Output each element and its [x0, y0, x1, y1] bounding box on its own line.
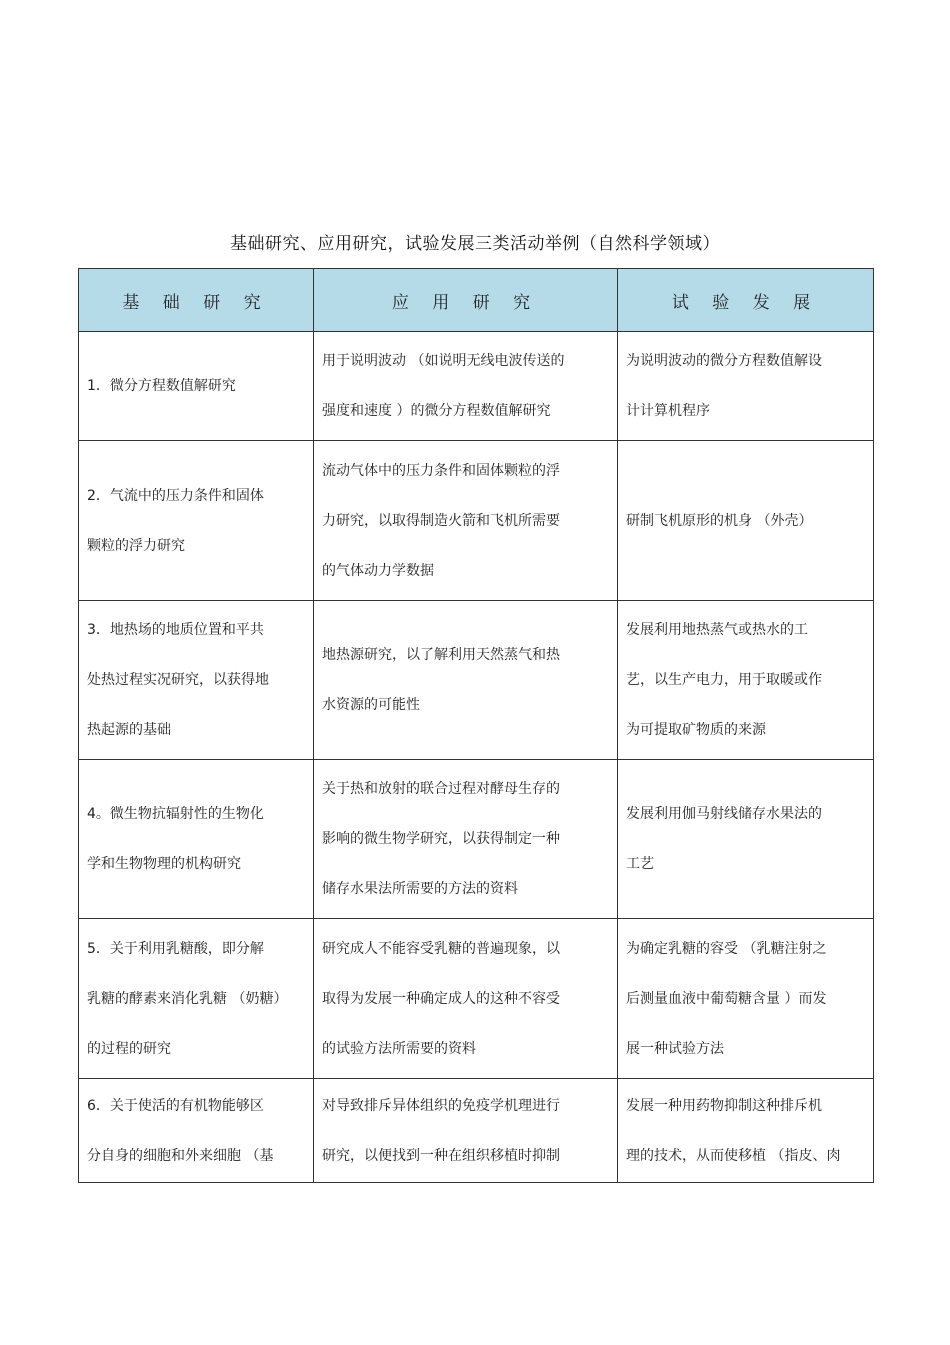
header-basic-research: 基 础 研 究	[79, 269, 314, 332]
table-cell: 流动气体中的压力条件和固体颗粒的浮 力研究，以取得制造火箭和飞机所需要 的气体动力学数据	[314, 441, 618, 601]
table-cell: 用于说明波动 （如说明无线电波传送的 强度和速度 ）的微分方程数值解研究	[314, 332, 618, 441]
table-cell: 2．气流中的压力条件和固体 颗粒的浮力研究	[79, 441, 314, 601]
table-row	[79, 601, 874, 760]
table-row	[79, 332, 874, 441]
table-cell: 对导致排斥异体组织的免疫学机理进行 研究，以便找到一种在组织移植时抑制	[314, 1079, 618, 1183]
table-header-row	[79, 269, 874, 332]
table-row	[79, 441, 874, 601]
table-cell: 为说明波动的微分方程数值解设 计计算机程序	[618, 332, 874, 441]
document-title: 基础研究、应用研究，试验发展三类活动举例（自然科学领域）	[230, 234, 720, 254]
header-experimental-development: 试 验 发 展	[618, 269, 874, 332]
table-cell: 研究成人不能容受乳糖的普遍现象，以 取得为发展一种确定成人的这种不容受 的试验方法所需要的资料	[314, 919, 618, 1079]
table-cell: 发展利用伽马射线储存水果法的 工艺	[618, 760, 874, 919]
table-row	[79, 919, 874, 1079]
header-applied-research: 应 用 研 究	[314, 269, 618, 332]
table-cell: 发展一种用药物抑制这种排斥机 理的技术，从而使移植 （指皮、肉	[618, 1079, 874, 1183]
table-row	[79, 760, 874, 919]
activity-table	[78, 268, 874, 1183]
table-cell: 6．关于使活的有机物能够区 分自身的细胞和外来细胞 （基	[79, 1079, 314, 1183]
table-cell: 研制飞机原形的机身 （外壳）	[618, 441, 874, 601]
table-cell: 为确定乳糖的容受 （乳糖注射之 后测量血液中葡萄糖含量 ）而发 展一种试验方法	[618, 919, 874, 1079]
table-cell: 4。微生物抗辐射性的生物化 学和生物物理的机构研究	[79, 760, 314, 919]
table-row	[79, 1079, 874, 1183]
table-cell: 1．微分方程数值解研究	[79, 332, 314, 441]
table-cell: 地热源研究，以了解利用天然蒸气和热 水资源的可能性	[314, 601, 618, 760]
table-cell: 3．地热场的地质位置和平共 处热过程实况研究，以获得地 热起源的基础	[79, 601, 314, 760]
table-cell: 关于热和放射的联合过程对酵母生存的 影响的微生物学研究，以获得制定一种 储存水果法所需要的方法的资料	[314, 760, 618, 919]
table-cell: 5．关于利用乳糖酸，即分解 乳糖的酵素来消化乳糖 （奶糖） 的过程的研究	[79, 919, 314, 1079]
table-cell: 发展利用地热蒸气或热水的工 艺，以生产电力，用于取暖或作 为可提取矿物质的来源	[618, 601, 874, 760]
